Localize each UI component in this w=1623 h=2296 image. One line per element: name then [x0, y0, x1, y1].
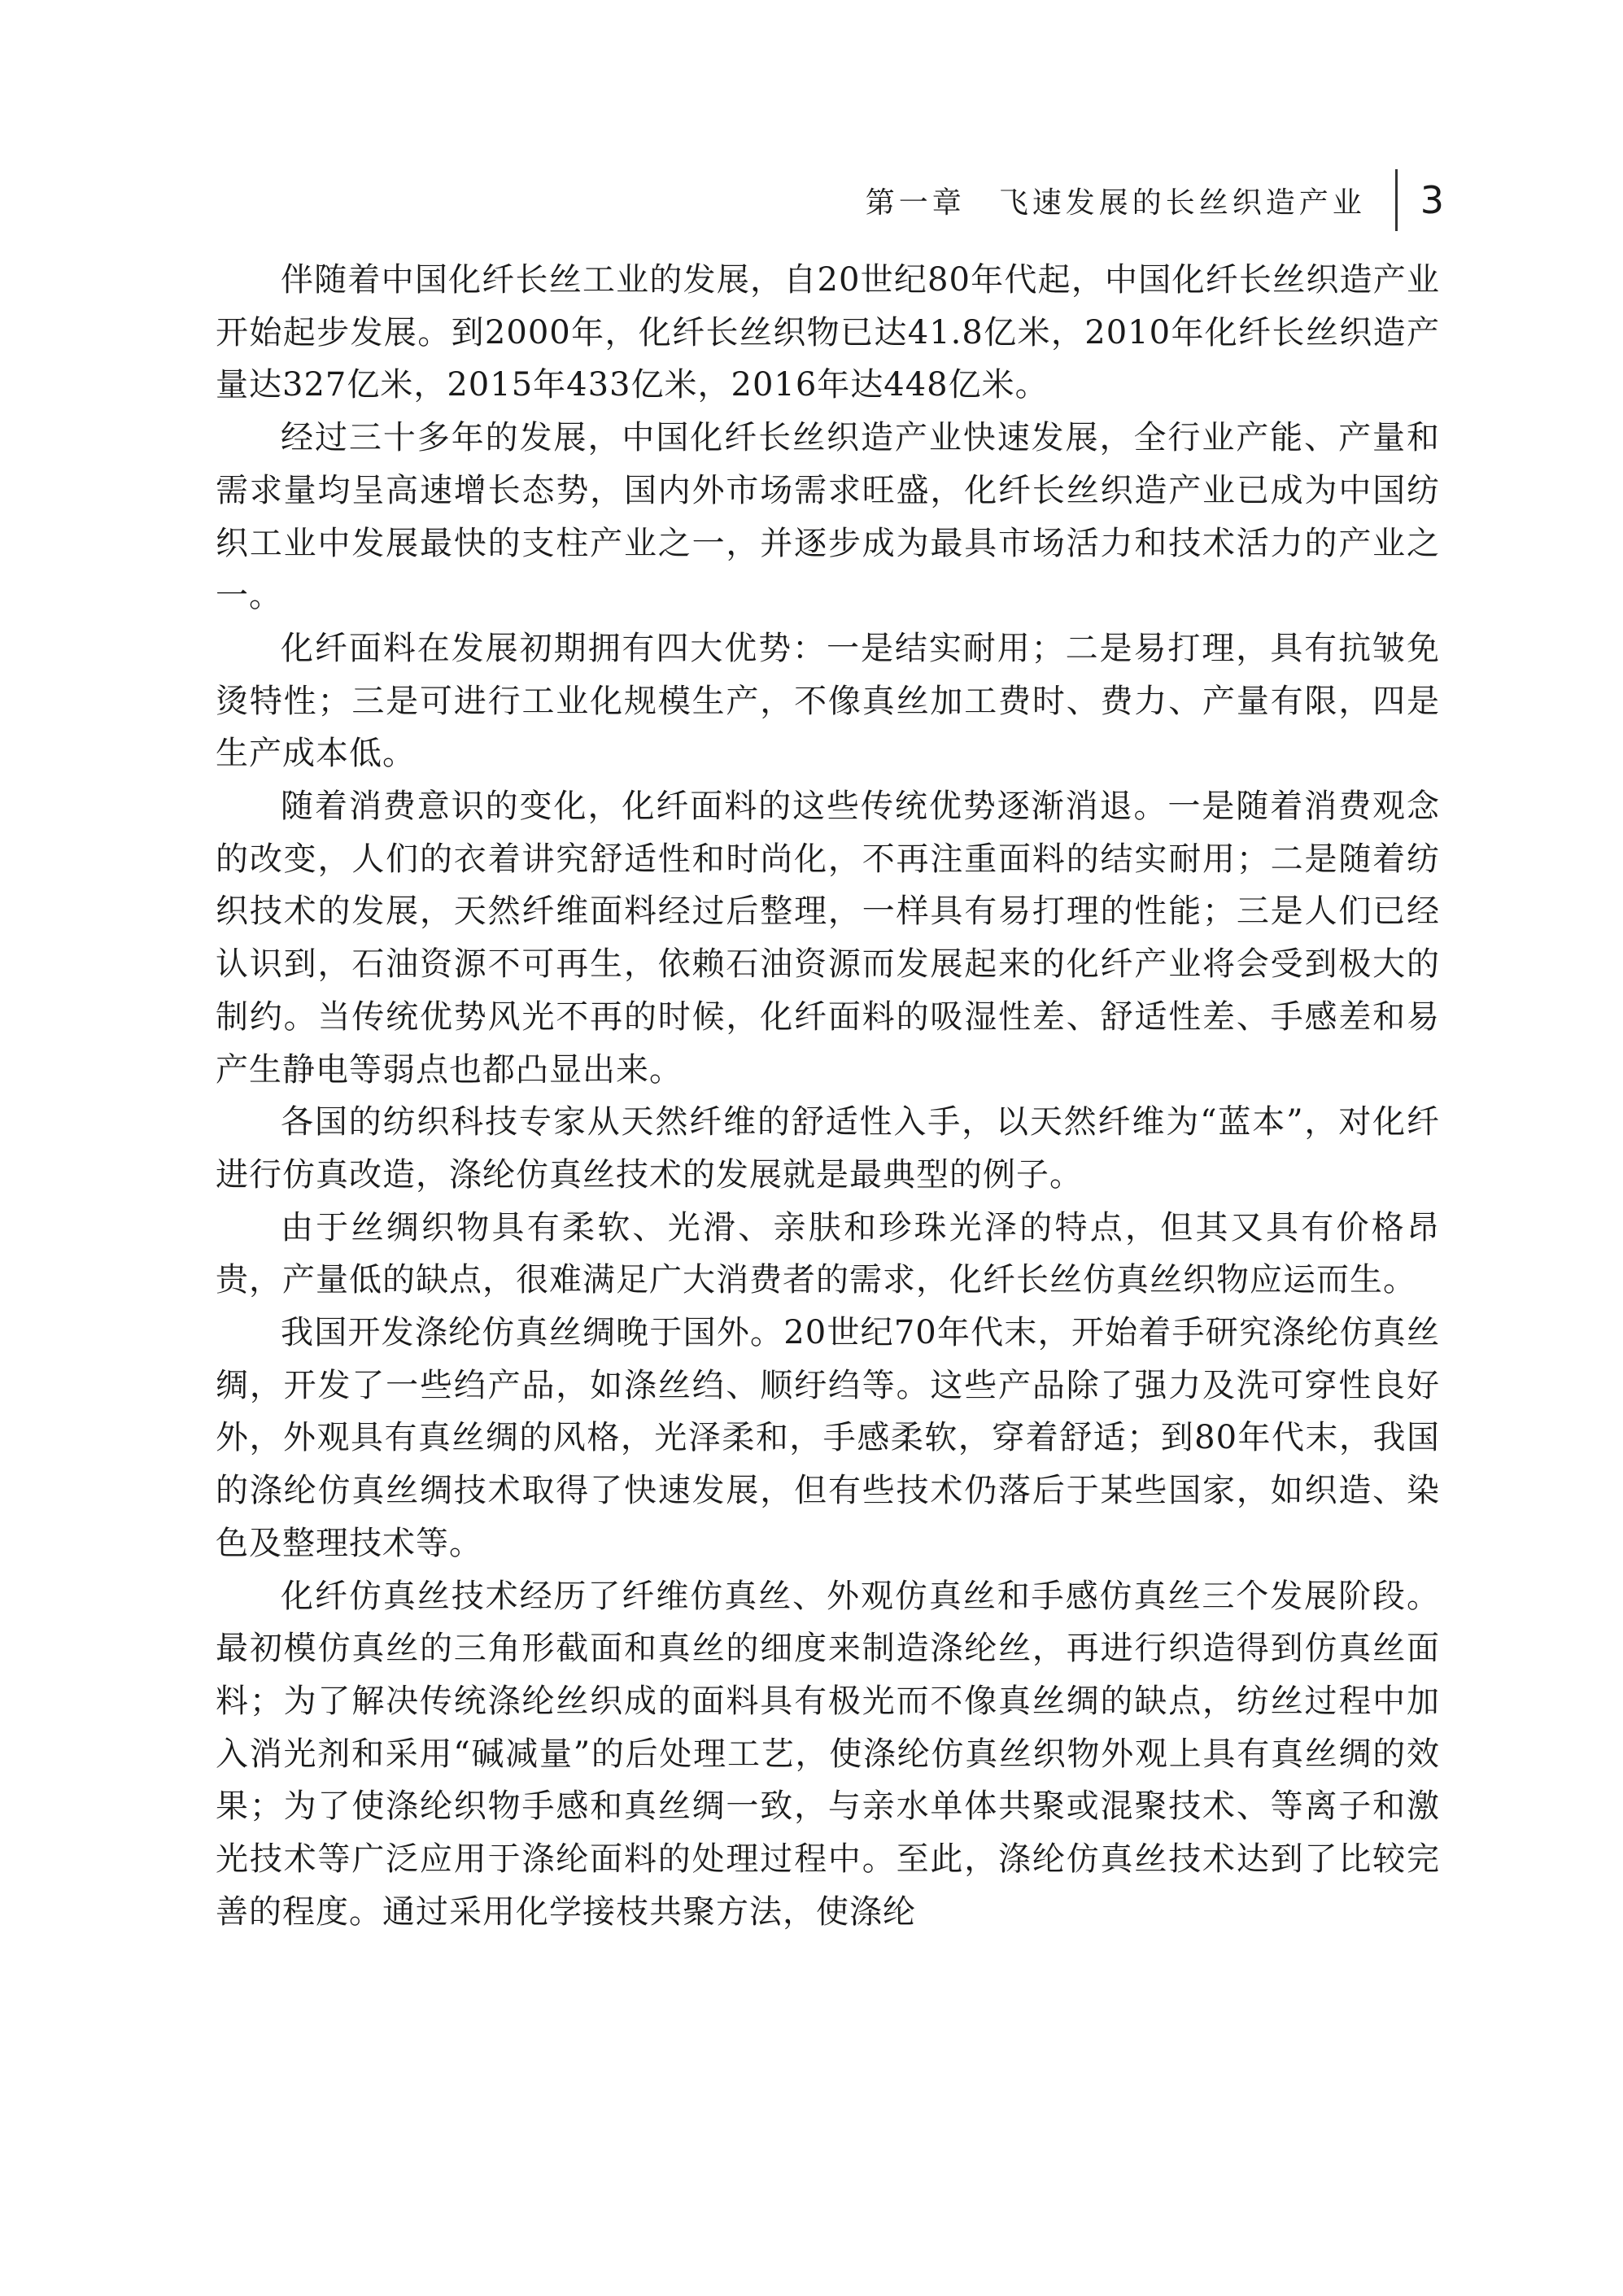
header-divider [1395, 169, 1398, 231]
paragraph-3: 化纤面料在发展初期拥有四大优势：一是结实耐用；二是易打理，具有抗皱免烫特性；三是可进行工业化规模生产，不像真丝加工费时、费力、产量有限，四是生产成本低。 [216, 629, 1440, 773]
page-number: 3 [1420, 178, 1444, 222]
paragraph-5: 各国的纺织科技专家从天然纤维的舒适性入手，以天然纤维为“蓝本”，对化纤进行仿真改造，涤纶仿真丝技术的发展就是最典型的例子。 [216, 1103, 1440, 1194]
paragraph-8: 化纤仿真丝技术经历了纤维仿真丝、外观仿真丝和手感仿真丝三个发展阶段。最初模仿真丝的三角形截面和真丝的细度来制造涤纶丝，再进行织造得到仿真丝面料；为了解决传统涤纶丝织成的面料具有极光而不像真丝绸的缺点，纺丝过程中加入消光剂和采用“碱减量”的后处理工艺，使涤纶仿真丝织物外观上具有真丝绸的效果；为了使涤纶织物手感和真丝绸一致，与亲水单体共聚或混聚技术、等离子和激光技术等广泛应用于涤纶面料的处理过程中。至此，涤纶仿真丝技术达到了比较完善的程度。通过采用化学接枝共聚方法，使涤纶 [216, 1577, 1440, 1931]
paragraph-4: 随着消费意识的变化，化纤面料的这些传统优势逐渐消退。一是随着消费观念的改变，人们的衣着讲究舒适性和时尚化，不再注重面料的结实耐用；二是随着纺织技术的发展，天然纤维面料经过后整理，一样具有易打理的性能；三是人们已经认识到，石油资源不可再生，依赖石油资源而发展起来的化纤产业将会受到极大的制约。当传统优势风光不再的时候，化纤面料的吸湿性差、舒适性差、手感差和易产生静电等弱点也都凸显出来。 [216, 788, 1440, 1089]
body-text [216, 254, 1440, 1939]
paragraph-7: 我国开发涤纶仿真丝绸晚于国外。20世纪70年代末，开始着手研究涤纶仿真丝绸，开发了一些绉产品，如涤丝绉、顺纡绉等。这些产品除了强力及洗可穿性良好外，外观具有真丝绸的风格，光泽柔和，手感柔软，穿着舒适；到80年代末，我国的涤纶仿真丝绸技术取得了快速发展，但有些技术仍落后于某些国家，如织造、染色及整理技术等。 [216, 1314, 1440, 1562]
running-header [866, 169, 1444, 231]
paragraph-1: 伴随着中国化纤长丝工业的发展，自20世纪80年代起，中国化纤长丝织造产业开始起步发展。到2000年，化纤长丝织物已达41.8亿米，2010年化纤长丝织造产量达327亿米，2015年433亿米，2016年达448亿米。 [216, 261, 1440, 404]
paragraph-6: 由于丝绸织物具有柔软、光滑、亲肤和珍珠光泽的特点，但其又具有价格昂贵，产量低的缺点，很难满足广大消费者的需求，化纤长丝仿真丝织物应运而生。 [216, 1208, 1440, 1299]
chapter-running-title: 第一章 飞速发展的长丝织造产业 [865, 186, 1366, 220]
paragraph-2: 经过三十多年的发展，中国化纤长丝织造产业快速发展，全行业产能、产量和需求量均呈高速增长态势，国内外市场需求旺盛，化纤长丝织造产业已成为中国纺织工业中发展最快的支柱产业之一，并逐步成为最具市场活力和技术活力的产业之一。 [216, 419, 1440, 615]
